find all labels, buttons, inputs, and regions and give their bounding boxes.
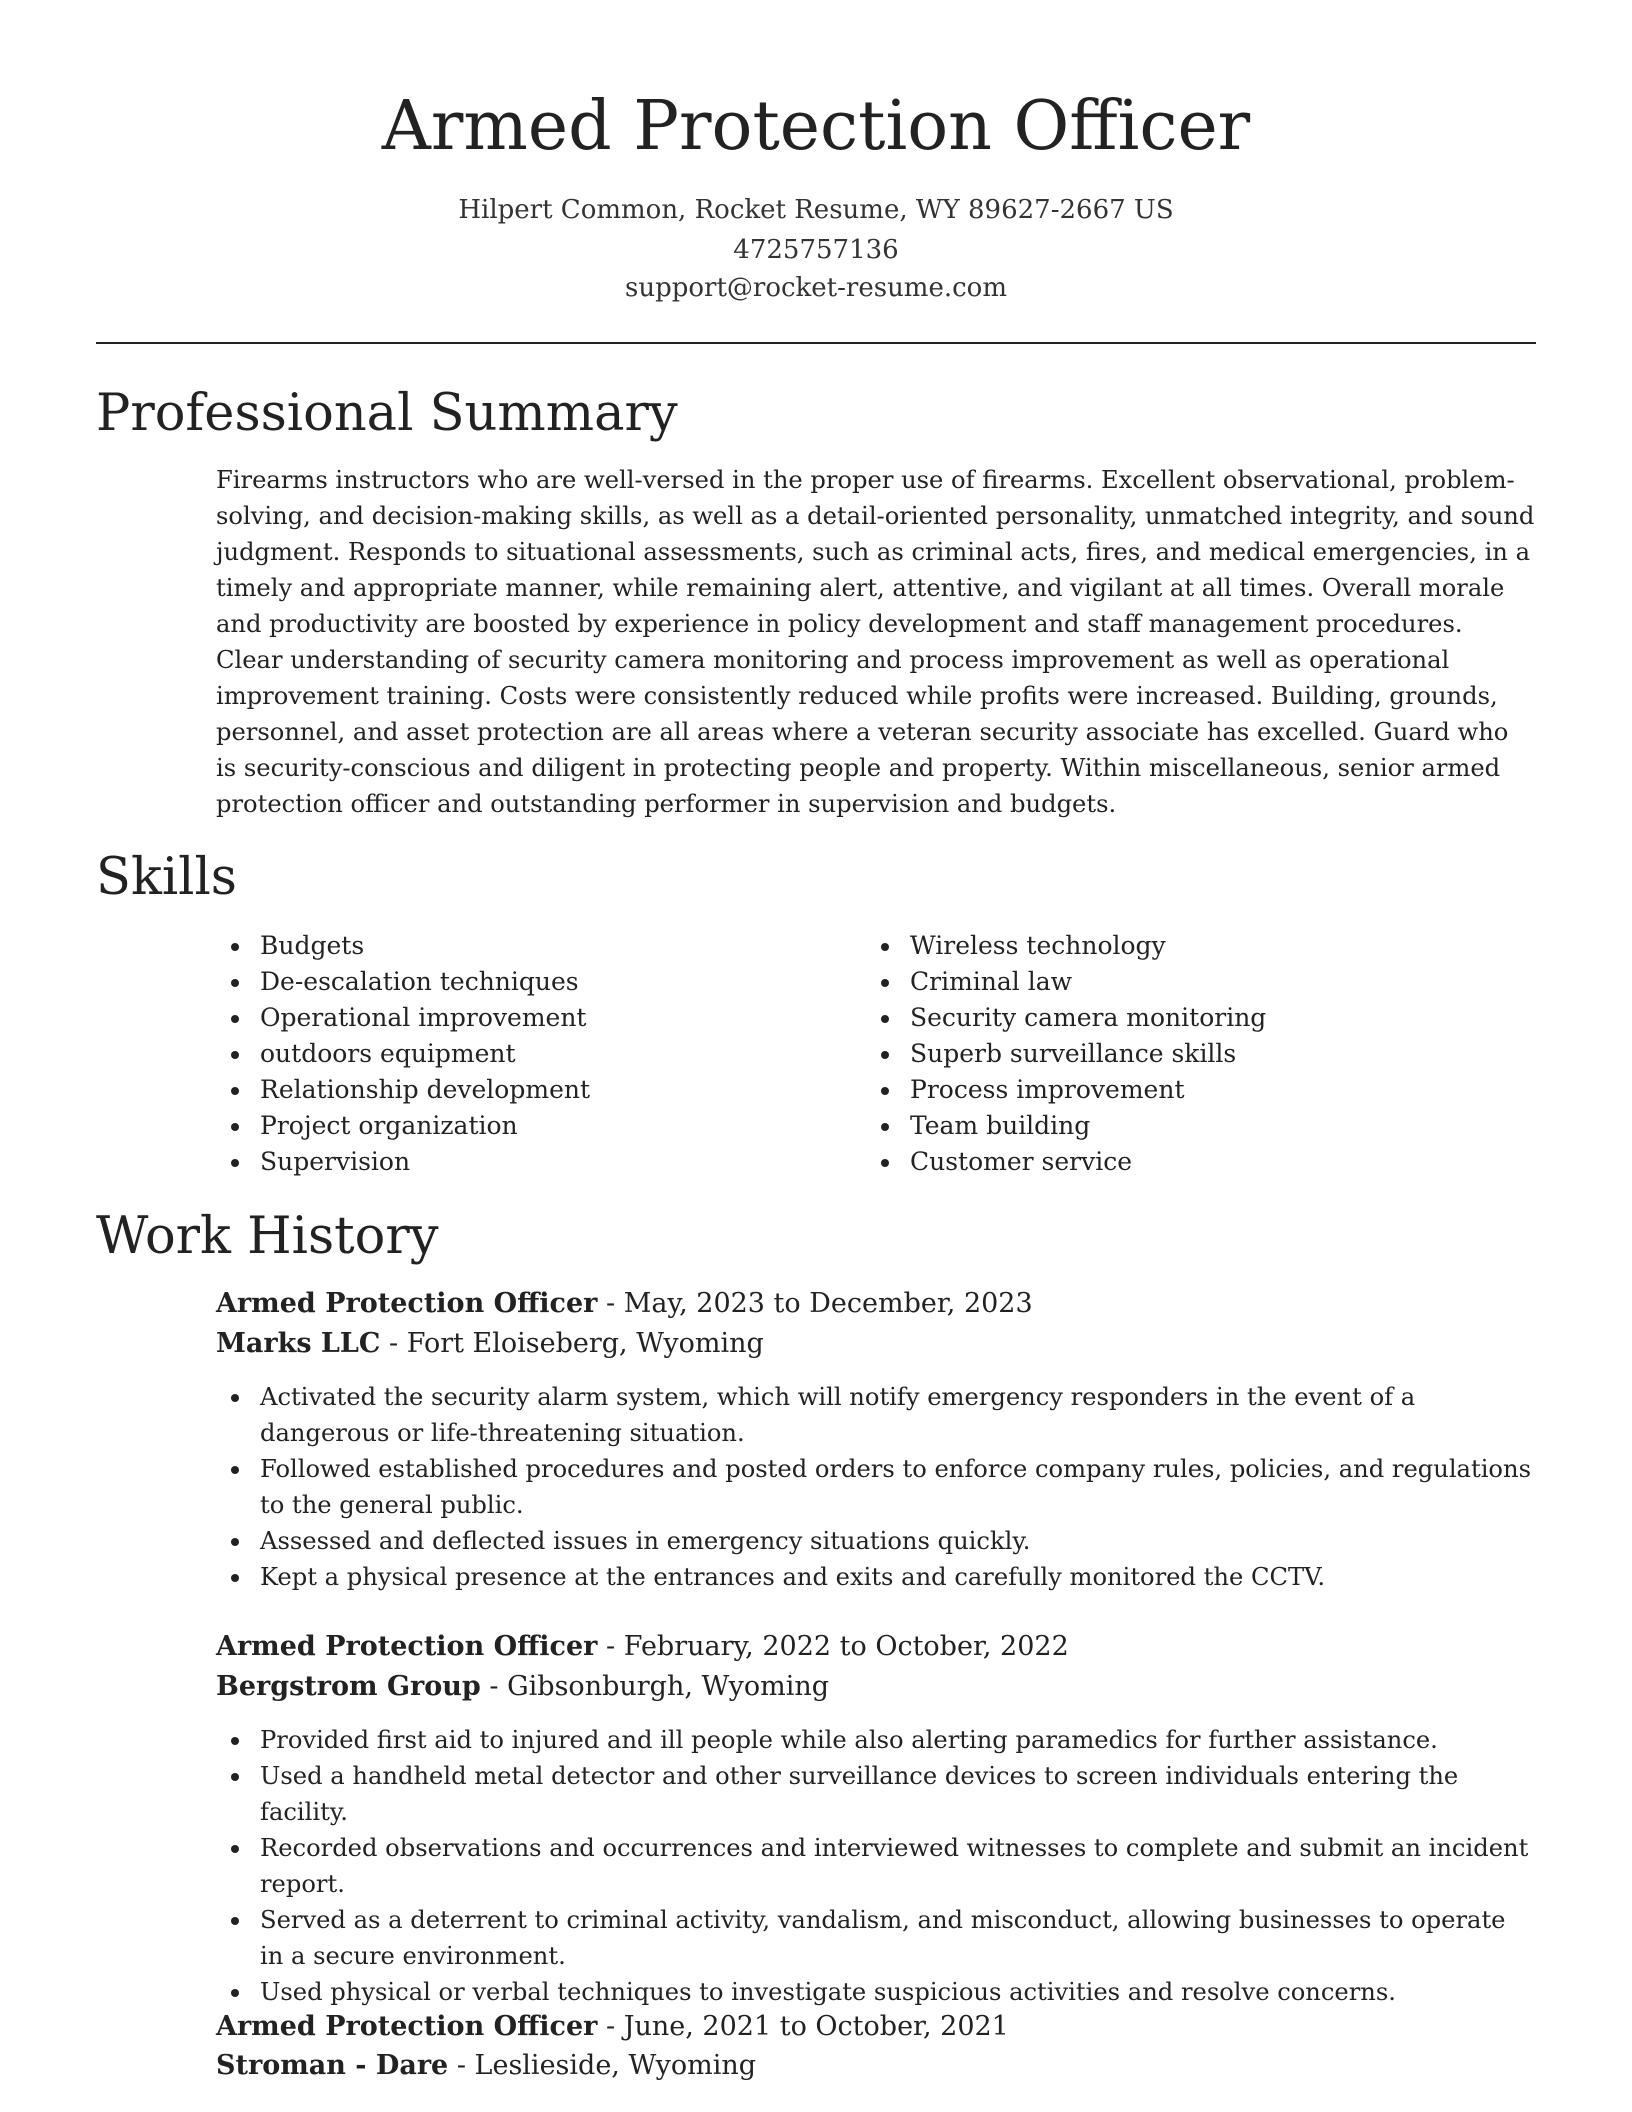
job-company-line: Marks LLC - Fort Eloiseberg, Wyoming — [216, 1328, 764, 1359]
contact-phone: 4725757136 — [733, 235, 899, 265]
skill-item: Supervision — [216, 1144, 816, 1180]
job-bullet: Kept a physical presence at the entrances and exits and carefully monitored the CCTV. — [216, 1559, 1536, 1595]
skill-item: outdoors equipment — [216, 1036, 816, 1072]
skill-item: Budgets — [216, 928, 816, 964]
job-company: Bergstrom Group — [216, 1671, 481, 1702]
job-bullets — [216, 1722, 1536, 2010]
summary-heading: Professional Summary — [96, 384, 678, 443]
candidate-name: Armed Protection Officer — [381, 87, 1251, 166]
job-location: Fort Eloiseberg, Wyoming — [406, 1328, 764, 1359]
skill-item: Customer service — [866, 1144, 1526, 1180]
job-bullet: Followed established procedures and posted orders to enforce company rules, policies, and regulations to the general public. — [216, 1451, 1536, 1523]
skill-item: Superb surveillance skills — [866, 1036, 1526, 1072]
skill-item: Relationship development — [216, 1072, 816, 1108]
job-title: Armed Protection Officer — [216, 2011, 598, 2042]
job-dates: February, 2022 to October, 2022 — [623, 1631, 1069, 1662]
skills-list-right — [866, 928, 1526, 1180]
job-company: Marks LLC — [216, 1328, 381, 1359]
skill-item: Criminal law — [866, 964, 1526, 1000]
work-history-heading: Work History — [96, 1207, 439, 1266]
skill-item: Security camera monitoring — [866, 1000, 1526, 1036]
job-bullet: Served as a deterrent to criminal activity, vandalism, and misconduct, allowing businesses to operate in a secure environment. — [216, 1902, 1536, 1974]
job-dates: May, 2023 to December, 2023 — [623, 1288, 1033, 1319]
skill-item: Team building — [866, 1108, 1526, 1144]
job-dates: June, 2021 to October, 2021 — [623, 2011, 1009, 2042]
header-divider — [96, 342, 1536, 344]
job-bullet: Recorded observations and occurrences and interviewed witnesses to complete and submit an incident report. — [216, 1830, 1536, 1902]
job-bullet: Used a handheld metal detector and other surveillance devices to screen individuals entering the facility. — [216, 1758, 1536, 1830]
job-bullet: Provided first aid to injured and ill people while also alerting paramedics for further assistance. — [216, 1722, 1536, 1758]
skill-item: De-escalation techniques — [216, 964, 816, 1000]
job-title-line: Armed Protection Officer - February, 2022 to October, 2022 — [216, 1631, 1069, 1662]
skills-heading: Skills — [96, 848, 237, 907]
skill-item: Process improvement — [866, 1072, 1526, 1108]
skill-item: Project organization — [216, 1108, 816, 1144]
skill-item: Operational improvement — [216, 1000, 816, 1036]
job-title-line: Armed Protection Officer - May, 2023 to December, 2023 — [216, 1288, 1033, 1319]
job-company: Stroman - Dare — [216, 2050, 449, 2081]
job-bullet: Activated the security alarm system, which will notify emergency responders in the event of a dangerous or life-threatening situation. — [216, 1379, 1536, 1451]
contact-email: support@rocket-resume.com — [624, 273, 1007, 303]
job-company-line: Bergstrom Group - Gibsonburgh, Wyoming — [216, 1671, 830, 1702]
skill-item: Wireless technology — [866, 928, 1526, 964]
contact-address: Hilpert Common, Rocket Resume, WY 89627-2667 US — [458, 195, 1174, 225]
job-company-line: Stroman - Dare - Leslieside, Wyoming — [216, 2050, 757, 2081]
skills-list-left — [216, 928, 816, 1180]
job-title: Armed Protection Officer — [216, 1631, 598, 1662]
job-bullets — [216, 1379, 1536, 1595]
job-bullet: Assessed and deflected issues in emergency situations quickly. — [216, 1523, 1536, 1559]
summary-text: Firearms instructors who are well-versed in the proper use of firearms. Excellent observational, problem-solving, and decision-making skills, as well as a detail-oriented personality, unmatched integrity, and sound judgment. Responds to situational assessments, such as criminal acts, fires, and medical emergencies, in a timely and appropriate manner, while remaining alert, attentive, and vigilant at all times. Overall morale and productivity are boosted by experience in policy development and staff management procedures. Clear understanding of security camera monitoring and process improvement as well as operational improvement training. Costs were consistently reduced while profits were increased. Building, grounds, personnel, and asset protection are all areas where a veteran security associate has excelled. Guard who is security-conscious and diligent in protecting people and property. Within miscellaneous, senior armed protection officer and outstanding performer in supervision and budgets. — [216, 466, 1535, 818]
job-title-line: Armed Protection Officer - June, 2021 to October, 2021 — [216, 2011, 1009, 2042]
job-location: Leslieside, Wyoming — [474, 2050, 757, 2081]
job-location: Gibsonburgh, Wyoming — [507, 1671, 830, 1702]
job-title: Armed Protection Officer — [216, 1288, 598, 1319]
job-bullet: Used physical or verbal techniques to investigate suspicious activities and resolve concerns. — [216, 1974, 1536, 2010]
